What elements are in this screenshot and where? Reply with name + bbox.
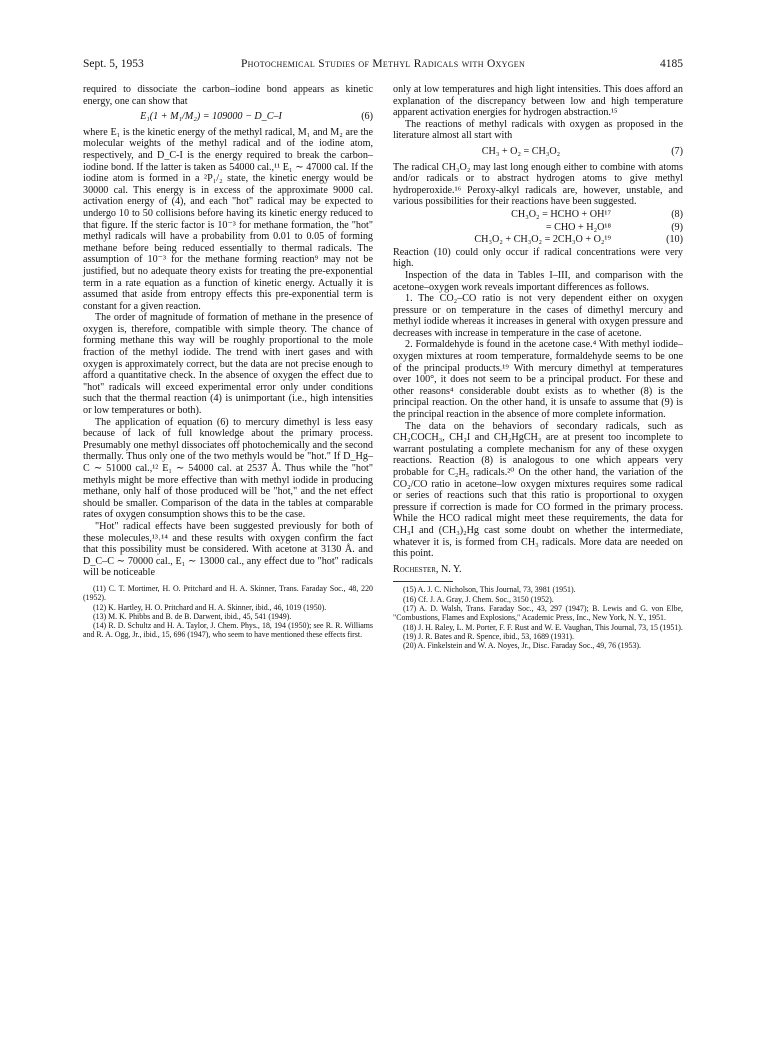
equation-number: (6) <box>361 111 373 123</box>
equation-text: CH₃ + O₂ = CH₃O₂ <box>481 145 561 157</box>
footnote: (15) A. J. C. Nicholson, This Journal, 73, 3981 (1951). <box>403 585 576 595</box>
paragraph: The order of magnitude of formation of methane in the presence of oxygen is, therefore, compatible with simple theory. The chance of forming methane this way will be roughly proportional to the mole fraction of the methyl iodide. The trend with inert gases and with oxygen is approximately correct, but the data are not precise enough to afford a quantitative check. In the absence of oxygen the effect due to "hot" radicals will exceed experimental error only under conditions such that the thermal reaction (4) is unimportant (i.e., high intensities or low temperatures or both). <box>83 312 373 417</box>
header-date: Sept. 5, 1953 <box>83 58 144 70</box>
paragraph: The reactions of methyl radicals with oxygen as proposed in the literature almost all start with <box>393 118 683 142</box>
footnote: (17) A. D. Walsh, Trans. Faraday Soc., 43, 297 (1947); B. Lewis and G. von Elbe, "Combustions, Flames and Explosions," Academic Press, Inc., New York, N. Y., 1951. <box>393 603 683 623</box>
footnote: (16) Cf. J. A. Gray, J. Chem. Soc., 3150 (1952). <box>403 594 554 604</box>
footnote: (13) M. K. Phibbs and B. de B. Darwent, ibid., 45, 541 (1949). <box>93 611 292 621</box>
paragraph: where E₁ is the kinetic energy of the methyl radical, M₁ and M₂ are the molecular weights of the methyl radical and of the iodine atom, respectively, and D_C-I is the energy required to break the carbon–iodine bond. If the latter is taken as 54000 cal.,¹¹ E₁ ∼ 47000 cal. If the iodine atom is formed in a ²P₁/₂ state, the kinetic energy would be 30000 cal. This energy is in excess of the approximate 9000 cal. activation energy of (4), and each "hot" radical may be expected to undergo 10 to 50 collisions before having its kinetic energy reduced to that figure. If the steric factor is 10⁻³ for methane formation, the "hot" methyl radicals will have a probability from 0.01 to 0.05 of forming methane before being reduced essentially to thermal radicals. The assumption of 10⁻³ for the methane forming reaction⁹ may not be justified, but no adequate theory exists for treating the pre-exponential term in a rate equation as a function of kinetic energy. Actually it is assumed that aside from entropy effects this pre-exponential term is constant for a given reaction. <box>83 126 373 312</box>
equation-text: CH₃O₂ = HCHO + OH¹⁷ <box>511 208 611 220</box>
header-title: Photochemical Studies of Methyl Radicals with Oxygen <box>240 58 526 70</box>
paragraph: Reaction (10) could only occur if radical concentrations were very high. <box>393 246 683 270</box>
footnote: (18) J. H. Raley, L. M. Porter, F. F. Rust and W. E. Vaughan, This Journal, 73, 15 (1951). <box>403 622 683 632</box>
equation-number: (8) <box>671 208 683 220</box>
footnotes-right <box>393 585 683 650</box>
equation-number: (9) <box>671 221 683 233</box>
paragraph: Inspection of the data in Tables I–III, and comparison with the acetone–oxygen work reveals important differences as follows. <box>393 269 683 293</box>
paragraph: 1. The CO₂–CO ratio is not very dependent either on oxygen pressure or on temperature in the cases of dimethyl mercury and methyl iodide whereas it increases in general with oxygen pressure and decreases with increase in temperature in the case of acetone. <box>393 293 683 339</box>
right-column <box>393 84 683 650</box>
paragraph: 2. Formaldehyde is found in the acetone case.⁴ With methyl iodide–oxygen mixtures at room temperature, formaldehyde seems to be one of the principal products.¹⁹ With mercury dimethyl at temperatures over 100°, it does not seem to be a principal product. For these and other reasons⁴ considerable doubt exists as to whether (8) is the principal reaction. On the other hand, it is unsafe to assume that (9) is the principal reaction in the absence of more complete information. <box>393 339 683 421</box>
equation-6 <box>83 111 373 123</box>
author-location: Rochester, N. Y. <box>393 563 462 575</box>
equation-block <box>393 209 683 246</box>
header-page-number: 4185 <box>660 58 683 70</box>
equation-8 <box>393 209 683 221</box>
equation-number: (7) <box>671 145 683 157</box>
paragraph: required to dissociate the carbon–iodine bond appears as kinetic energy, one can show that <box>83 84 373 107</box>
equation-text: E₁(1 + M₁/M₂) = 109000 − D_C–I <box>140 111 282 123</box>
footnote-rule <box>393 581 453 582</box>
footnote: (19) J. R. Bates and R. Spence, ibid., 53, 1689 (1931). <box>403 631 574 641</box>
equation-7 <box>393 146 683 158</box>
page-header <box>83 58 683 74</box>
footnotes-left <box>83 584 373 640</box>
footnote: (12) K. Hartley, H. O. Pritchard and H. A. Skinner, ibid., 46, 1019 (1950). <box>93 602 327 612</box>
paragraph: The radical CH₃O₂ may last long enough either to combine with atoms and/or radicals or to abstract hydrogen atoms to give methyl hydroperoxide.¹⁶ Peroxy-alkyl radicals are, however, unstable, and various possibilities for their reactions have been suggested. <box>393 161 683 208</box>
equation-text: = CHO + H₂O¹⁸ <box>545 221 611 233</box>
paragraph: "Hot" radical effects have been suggested previously for both of these molecules,¹³˒¹⁴ and these results with oxygen confirm the fact that this possibility must be considered. With acetone at 3130 Å. and D_C–C ∼ 70000 cal., E₁ ∼ 13000 cal., any effect due to "hot" radicals will be noticeable <box>83 520 373 579</box>
footnote: (20) A. Finkelstein and W. A. Noyes, Jr., Disc. Faraday Soc., 49, 76 (1953). <box>403 641 642 651</box>
equation-text: CH₃O₂ + CH₃O₂ = 2CH₃O + O₂¹⁹ <box>474 234 611 246</box>
footnote: (11) C. T. Mortimer, H. O. Pritchard and H. A. Skinner, Trans. Faraday Soc., 48, 220 (1952). <box>83 583 373 603</box>
equation-9 <box>393 222 683 234</box>
paragraph: only at low temperatures and high light intensities. This does afford an explanation of the discrepancy between low and high temperature apparent activation energies for hydrogen abstraction.¹⁵ <box>393 84 683 119</box>
equation-number: (10) <box>666 234 683 246</box>
left-column <box>83 84 373 640</box>
equation-10 <box>393 234 683 246</box>
footnote: (14) R. D. Schultz and H. A. Taylor, J. Chem. Phys., 18, 194 (1950); see R. R. Williams and R. A. Ogg, Jr., ibid., 15, 696 (1947), who seem to have mentioned these effects first. <box>83 621 373 640</box>
paragraph: The application of equation (6) to mercury dimethyl is less easy because of lack of full knowledge about the primary process. Presumably one methyl dissociates off photochemically and the second thermally. Thus only one of the two methyls would be "hot." If D_Hg–C ∼ 51000 cal.,¹² E₁ ∼ 54000 cal. at 2537 Å. Thus while the "hot" methyls might be more effective than with methyl iodide in producing methane, only half of those produced will be "hot," and the net effect should be smaller. Comparison of the data in the tables at comparable rates of oxygen consumption shows this to be the case. <box>83 416 373 521</box>
paragraph: The data on the behaviors of secondary radicals, such as CH₂COCH₃, CH₂I and CH₂HgCH₃ are at present too incomplete to warrant postulating a complete mechanism for any of these oxygen reactions. Reaction (8) is analogous to one which appears very probable for C₂H₅ radicals.²⁰ On the other hand, the variation of the CO₂/CO ratio in acetone–low oxygen mixtures requires some radical or series of reactions such that this ratio is proportional to oxygen pressure if correction is made for CO formed in the primary process. While the HCO radical might meet these requirements, the data for CH₃I and (CH₃)₂Hg cast some doubt on whether the intermediate, whatever it is, is formed from CH₃ radicals. More data are needed on this point. <box>393 420 683 560</box>
